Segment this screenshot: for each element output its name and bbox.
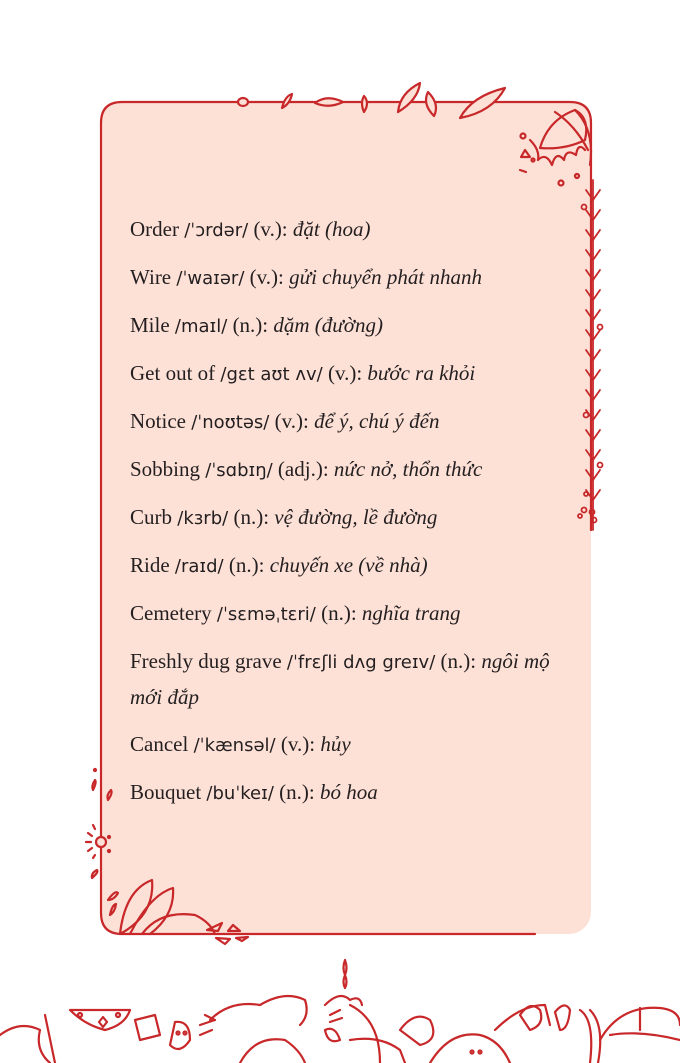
- vocab-ipa: /ˈsɑbɪŋ/: [205, 460, 273, 481]
- vocab-pos: (v.):: [327, 361, 363, 385]
- vocab-word: Freshly dug grave: [130, 649, 282, 673]
- vocab-pos: (adj.):: [277, 457, 329, 481]
- vocab-meaning: đặt (hoa): [292, 217, 371, 241]
- vocab-pos: (n.):: [321, 601, 357, 625]
- vocab-meaning: bước ra khỏi: [367, 361, 476, 385]
- vocab-word: Curb: [130, 505, 172, 529]
- vocab-entry: [130, 548, 570, 584]
- vocab-ipa: /gɛt aʊt ʌv/: [220, 364, 323, 385]
- vocab-ipa: /ˈnoʊtəs/: [191, 412, 270, 433]
- vocab-word: Bouquet: [130, 780, 202, 804]
- vocab-meaning: nghĩa trang: [361, 601, 461, 625]
- vocab-ipa: /buˈkeɪ/: [206, 783, 274, 804]
- vocab-entry: [130, 644, 570, 715]
- vocab-ipa: /maɪl/: [174, 316, 228, 337]
- vocab-pos: (v.):: [274, 409, 309, 433]
- vocab-entry: [130, 212, 570, 248]
- vocab-word: Ride: [130, 553, 170, 577]
- vocab-entry: [130, 452, 570, 488]
- vocab-meaning: gửi chuyển phát nhanh: [289, 265, 482, 289]
- vocab-entry: [130, 596, 570, 632]
- vocab-meaning: vệ đường, lề đường: [274, 505, 438, 529]
- vocab-pos: (n.):: [279, 780, 315, 804]
- vocab-meaning: chuyến xe (về nhà): [269, 553, 428, 577]
- vocab-pos: (n.):: [232, 313, 269, 337]
- vocab-word: Mile: [130, 313, 170, 337]
- vocab-ipa: /ˈsɛməˌtɛri/: [216, 604, 316, 625]
- vocab-meaning: để ý, chú ý đến: [314, 409, 440, 433]
- vocab-meaning: dặm (đường): [273, 313, 383, 337]
- vocab-ipa: /kɜrb/: [177, 508, 229, 529]
- vocab-word: Notice: [130, 409, 186, 433]
- vocab-word: Get out of: [130, 361, 216, 385]
- vocab-word: Cancel: [130, 732, 189, 756]
- vocab-pos: (n.):: [228, 553, 265, 577]
- vocab-meaning: ngôi mộ mới đắp: [130, 649, 550, 709]
- vocab-entry: [130, 404, 570, 440]
- vocab-pos: (n.):: [233, 505, 270, 529]
- vocab-pos: (v.):: [249, 265, 284, 289]
- vocab-ipa: /ˈɔrdər/: [184, 220, 249, 241]
- vocab-ipa: /ˈwaɪər/: [176, 268, 245, 289]
- vocab-entry: [130, 727, 570, 763]
- vocab-word: Cemetery: [130, 601, 212, 625]
- vocab-word: Order: [130, 217, 179, 241]
- vocab-pos: (n.):: [440, 649, 477, 673]
- vocabulary-list: [130, 212, 570, 823]
- vocab-pos: (v.):: [280, 732, 316, 756]
- vocab-ipa: /ˈkænsəl/: [193, 735, 276, 756]
- vocab-word: Wire: [130, 265, 172, 289]
- vocab-ipa: /ˈfrɛʃli dʌg greɪv/: [286, 652, 436, 673]
- vocab-meaning: hủy: [320, 732, 351, 756]
- vocab-pos: (v.):: [253, 217, 288, 241]
- vocab-ipa: /raɪd/: [174, 556, 224, 577]
- vocab-entry: [130, 775, 570, 811]
- vocab-entry: [130, 308, 570, 344]
- vocab-meaning: nức nở, thổn thức: [333, 457, 483, 481]
- vocab-entry: [130, 500, 570, 536]
- vocab-entry: [130, 260, 570, 296]
- vocab-meaning: bó hoa: [319, 780, 378, 804]
- vocab-word: Sobbing: [130, 457, 201, 481]
- vocab-entry: [130, 356, 570, 392]
